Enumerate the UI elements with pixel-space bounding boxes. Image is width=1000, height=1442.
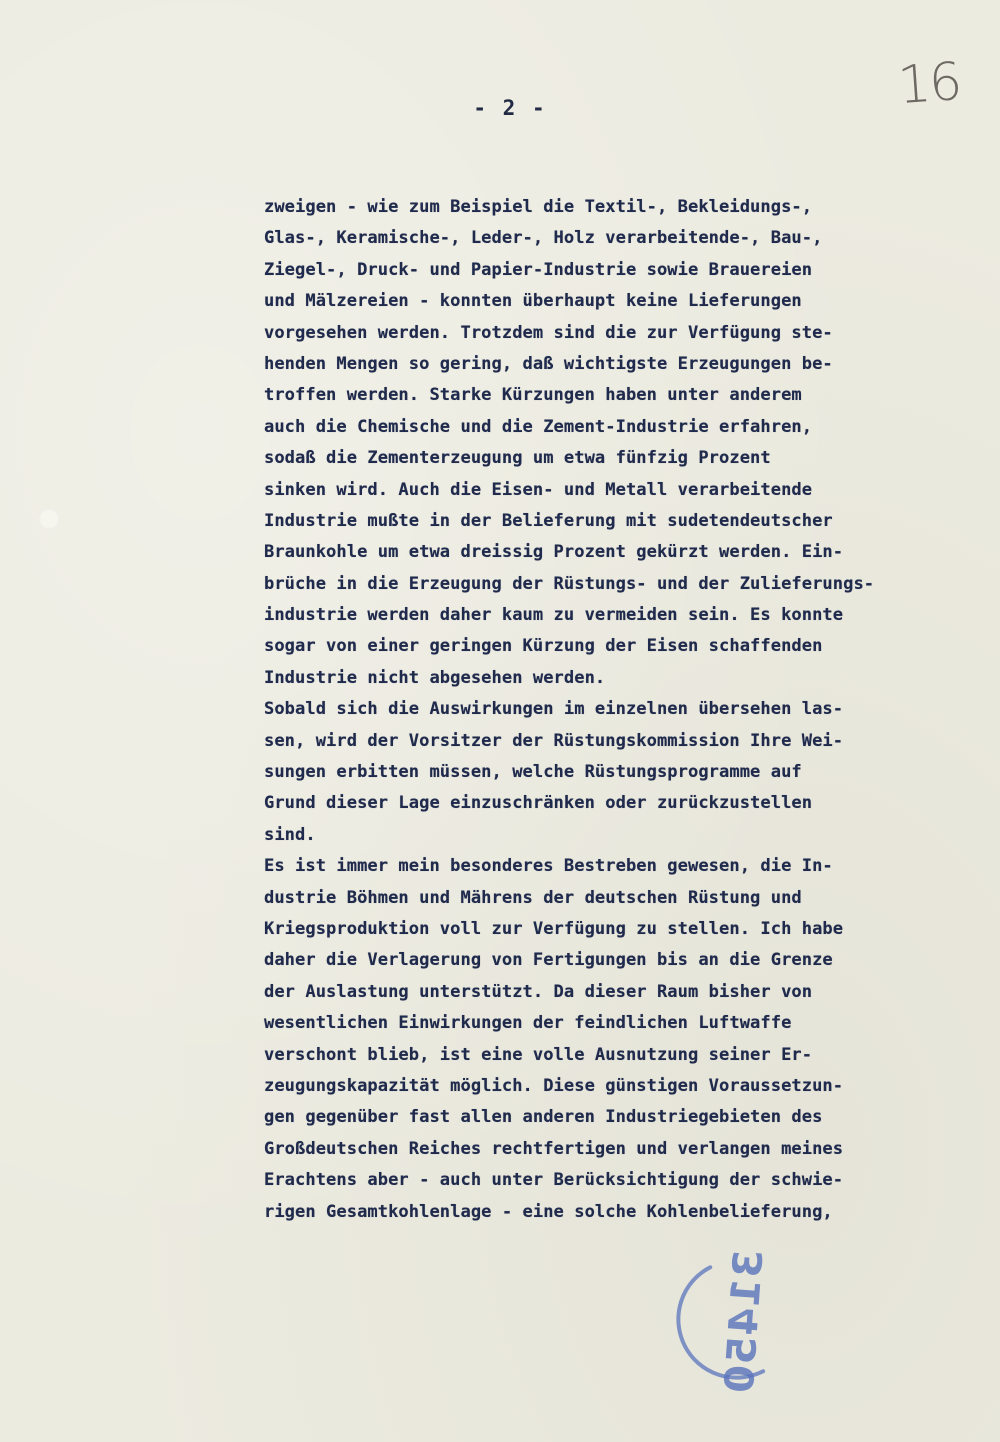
text-line: dustrie Böhmen und Mährens der deutschen Rüstung und [264, 887, 802, 908]
text-line: Ziegel-, Druck- und Papier-Industrie sowie Brauereien [264, 259, 813, 280]
text-line: sogar von einer geringen Kürzung der Eisen schaffenden [264, 636, 823, 657]
text-line: der Auslastung unterstützt. Da dieser Raum bisher von [264, 981, 813, 1002]
text-line: gen gegenüber fast allen anderen Industriegebieten des [264, 1107, 823, 1128]
text-line: vorgesehen werden. Trotzdem sind die zur Verfügung ste- [264, 322, 833, 343]
text-line: sind. [264, 824, 316, 845]
text-line: auch die Chemische und die Zement-Industrie erfahren, [264, 416, 813, 437]
typed-body-text [264, 192, 1000, 1228]
text-line: Glas-, Keramische-, Leder-, Holz verarbeitende-, Bau-, [264, 228, 823, 249]
text-line: Kriegsproduktion voll zur Verfügung zu stellen. Ich habe [264, 918, 844, 939]
text-line: sen, wird der Vorsitzer der Rüstungskommission Ihre Wei- [264, 730, 844, 751]
text-line: zeugungskapazität möglich. Diese günstigen Voraussetzun- [264, 1075, 844, 1096]
text-line: zweigen - wie zum Beispiel die Textil-, Bekleidungs-, [264, 197, 813, 217]
text-line: industrie werden daher kaum zu vermeiden sein. Es konnte [264, 605, 844, 626]
text-line: Industrie nicht abgesehen werden. [264, 667, 606, 688]
text-line: troffen werden. Starke Kürzungen haben unter anderem [264, 385, 802, 406]
text-line: Industrie mußte in der Belieferung mit sudetendeutscher [264, 510, 833, 531]
text-line: verschont blieb, ist eine volle Ausnutzung seiner Er- [264, 1044, 813, 1065]
text-line: Sobald sich die Auswirkungen im einzelnen übersehen las- [264, 699, 844, 720]
text-line: Großdeutschen Reiches rechtfertigen und verlangen meines [264, 1138, 844, 1159]
punch-hole [38, 508, 60, 530]
text-line: brüche in die Erzeugung der Rüstungs- und der Zulieferungs- [264, 573, 875, 594]
text-line: Erachtens aber - auch unter Berücksichtigung der schwie- [264, 1170, 844, 1191]
text-line: Braunkohle um etwa dreissig Prozent gekürzt werden. Ein- [264, 542, 844, 563]
text-line: Grund dieser Lage einzuschränken oder zurückzustellen [264, 793, 813, 814]
text-line: wesentlichen Einwirkungen der feindlichen Luftwaffe [264, 1013, 792, 1034]
archive-stamp [667, 1235, 827, 1395]
text-line: und Mälzereien - konnten überhaupt keine Lieferungen [264, 291, 802, 312]
text-line: Es ist immer mein besonderes Bestreben gewesen, die In- [264, 856, 833, 877]
handwritten-folio-number: 16 [895, 51, 963, 117]
text-line: sungen erbitten müssen, welche Rüstungsprogramme auf [264, 762, 802, 783]
stamp-number: 31450 [716, 1248, 773, 1396]
page-number: - 2 - [473, 96, 547, 120]
text-line: daher die Verlagerung von Fertigungen bis an die Grenze [264, 950, 833, 971]
text-line: sodaß die Zementerzeugung um etwa fünfzig Prozent [264, 448, 771, 469]
text-line: rigen Gesamtkohlenlage - eine solche Kohlenbelieferung, [264, 1201, 833, 1222]
text-line: henden Mengen so gering, daß wichtigste Erzeugungen be- [264, 353, 833, 374]
text-line: sinken wird. Auch die Eisen- und Metall verarbeitende [264, 479, 813, 500]
